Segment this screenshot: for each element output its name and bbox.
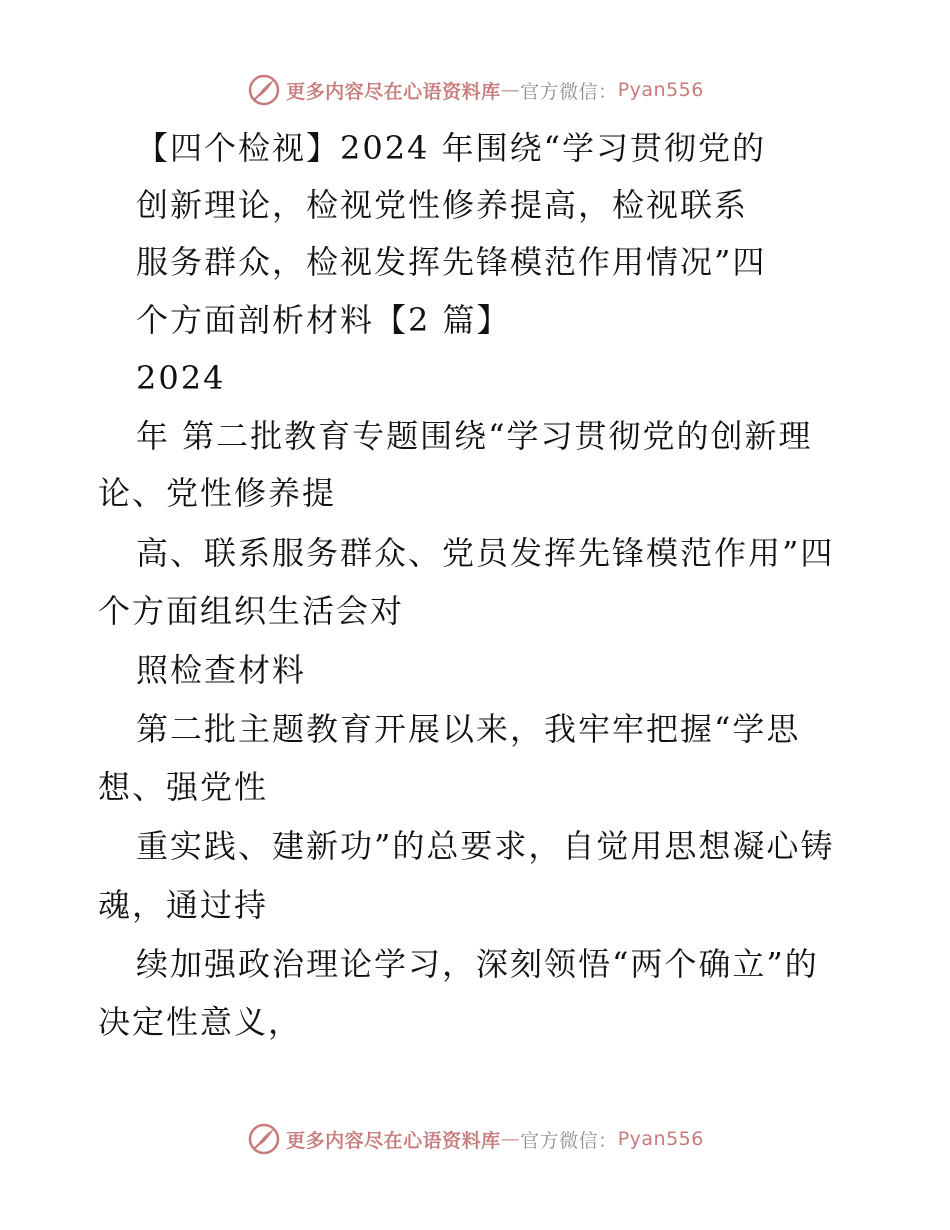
body-line-7: 论、党性修养提 [98,474,337,512]
watermark-wechat-id: Pyan556 [617,1128,704,1150]
body-line-11: 第二批主题教育开展以来，我牢牢把握“学思 [136,710,801,748]
watermark-main-text: 更多内容尽在心语资料库 [286,1129,501,1152]
body-line-5: 2024 [136,359,226,397]
title-line-1: 【四个检视】2024 年围绕“学习贯彻党的 [136,129,766,167]
body-line-14: 魂，通过持 [98,886,269,924]
title-line-2: 创新理论，检视党性修养提高，检视联系 [136,186,749,224]
watermark-contact-label: 官方微信： [520,80,618,103]
title-line-4: 个方面剖析材料【2 篇】 [136,301,511,339]
footer-watermark [0,1121,950,1157]
title-line-3: 服务群众，检视发挥先锋模范作用情况”四 [136,243,767,281]
body-line-13: 重实践、建新功”的总要求，自觉用思想凝心铸 [136,827,835,865]
quill-logo-icon [246,72,282,108]
watermark-wechat-id: Pyan556 [617,79,704,101]
watermark-contact-label: 官方微信： [520,1129,618,1152]
body-line-10: 照检查材料 [136,651,307,689]
body-line-15: 续加强政治理论学习，深刻领悟“两个确立”的 [136,945,819,983]
watermark-main-text: 更多内容尽在心语资料库 [286,80,501,103]
quill-logo-icon [246,1121,282,1157]
body-line-6: 年 第二批教育专题围绕“学习贯彻党的创新理 [136,417,813,455]
body-line-9: 个方面组织生活会对 [98,592,405,630]
body-line-8: 高、联系服务群众、党员发挥先锋模范作用”四 [136,534,835,572]
header-watermark [0,72,950,108]
body-line-12: 想、强党性 [98,768,269,806]
watermark-dash: — [500,1128,521,1150]
watermark-dash: — [500,79,521,101]
body-line-16: 决定性意义， [98,1003,303,1041]
